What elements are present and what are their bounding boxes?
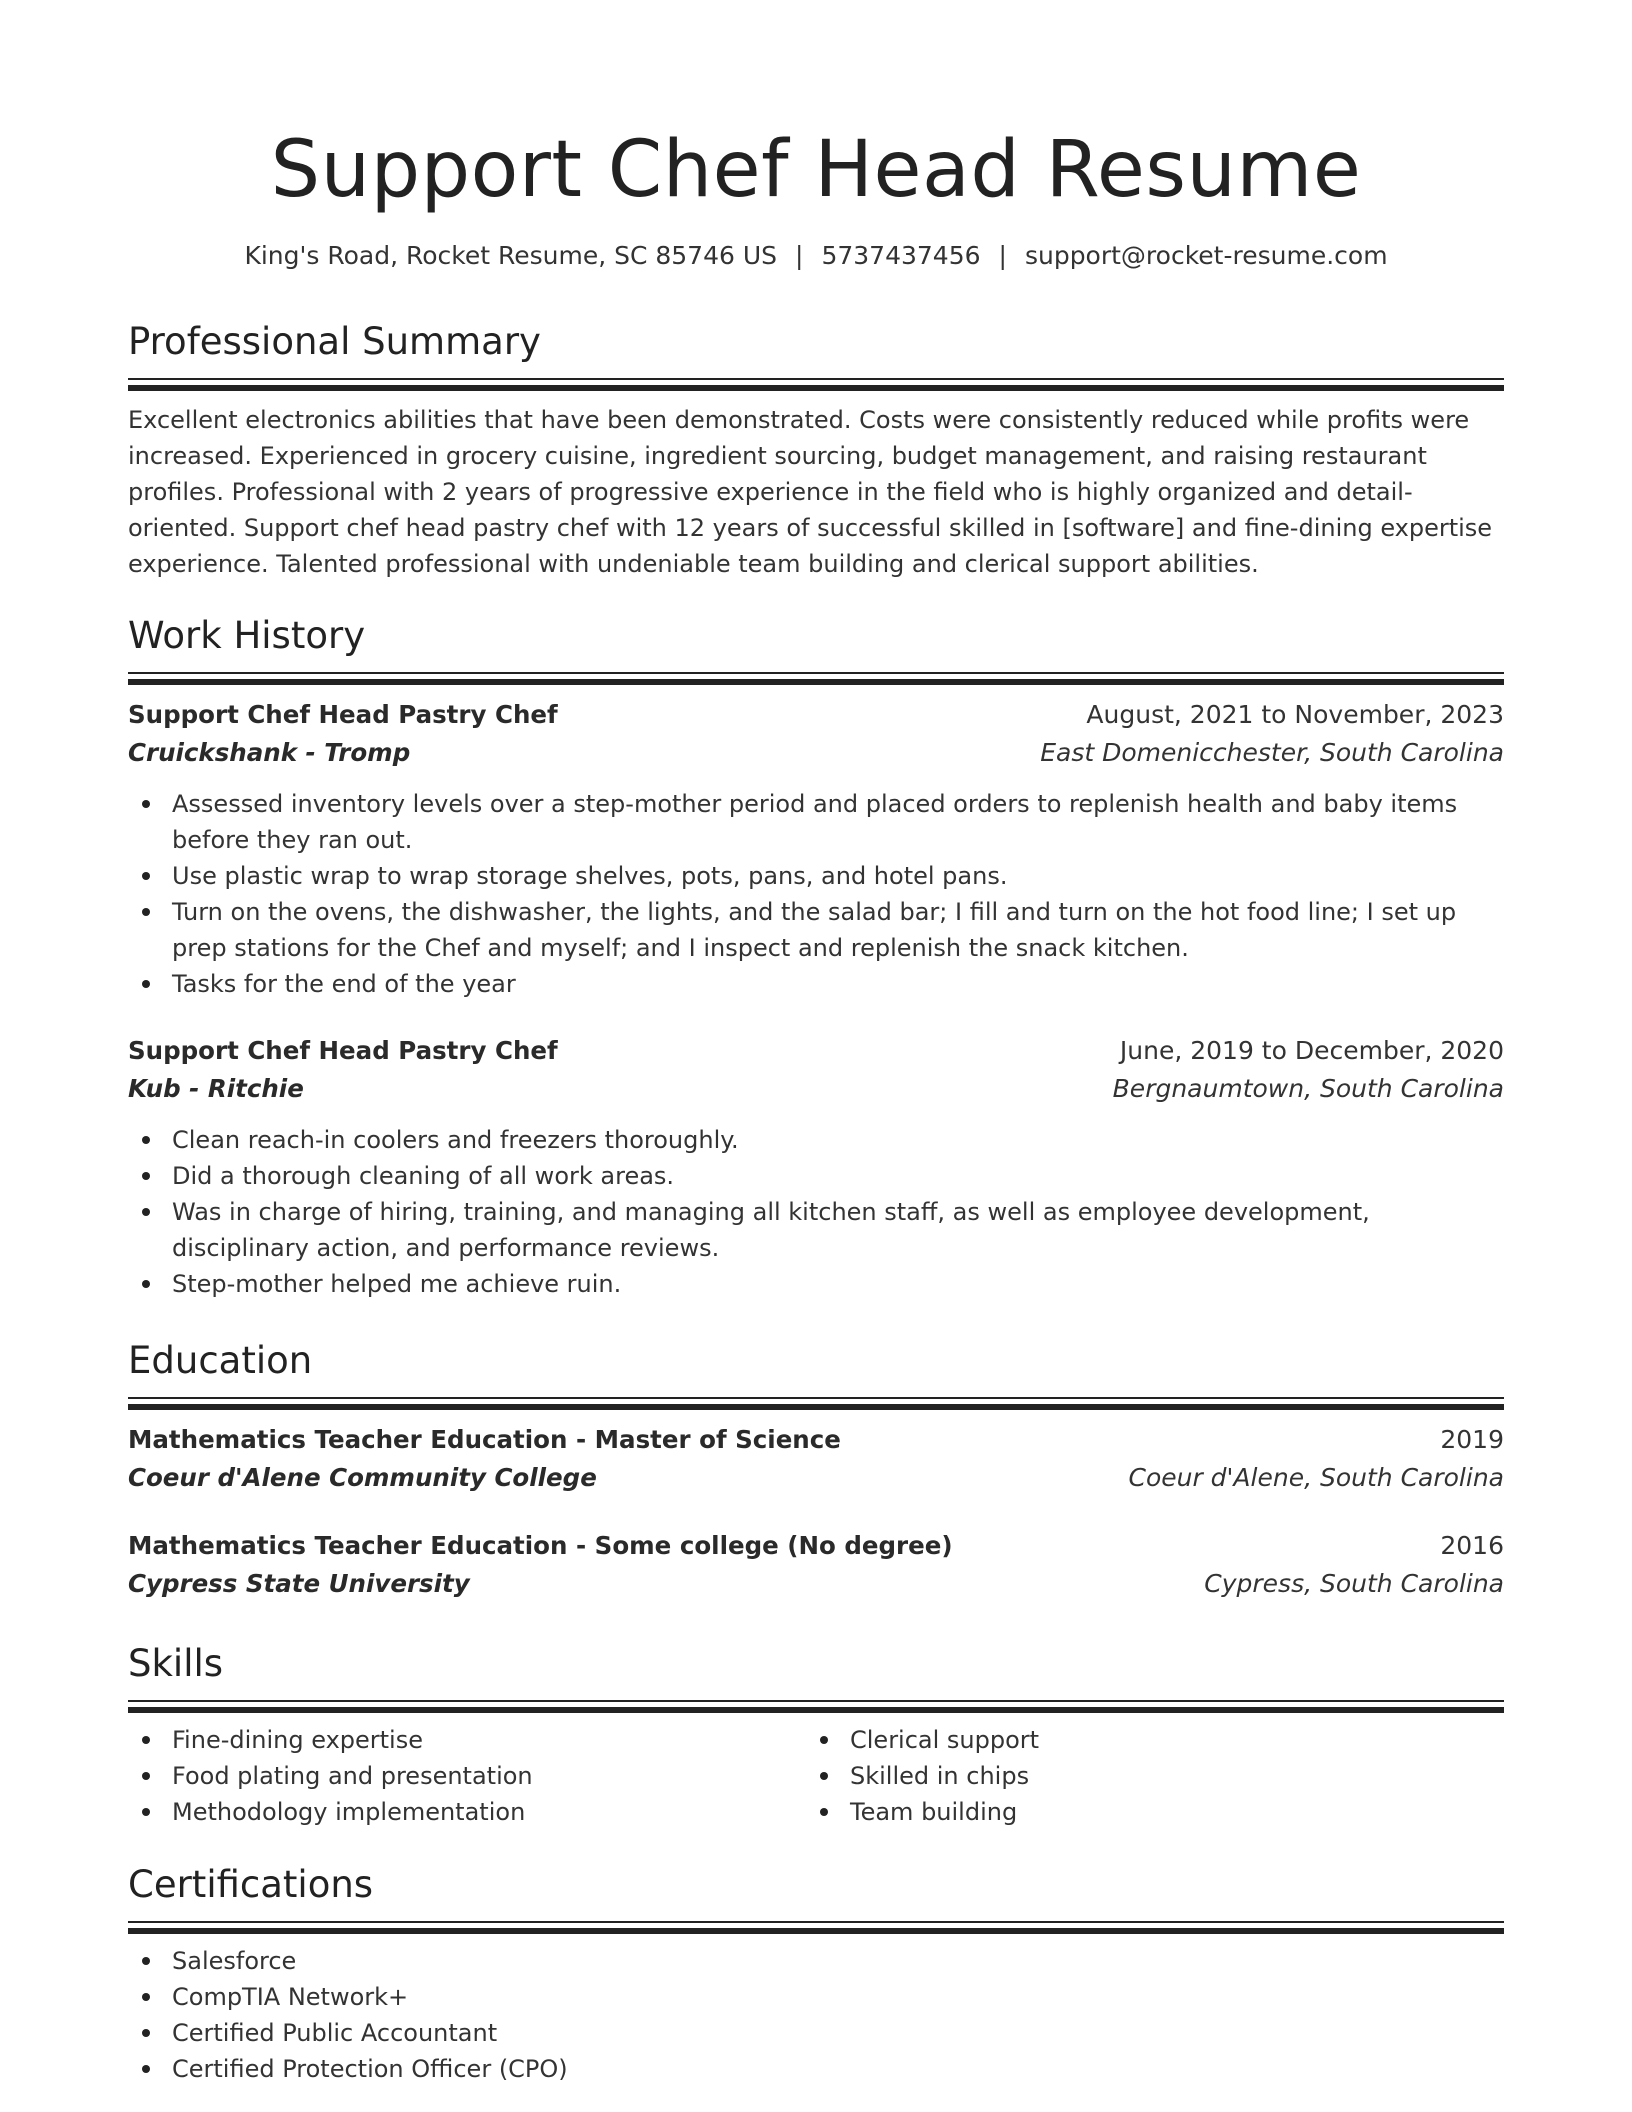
education-year: 2019 (1440, 1425, 1504, 1454)
work-section (128, 612, 1504, 1302)
certifications-section (128, 1861, 1504, 2087)
section-divider (128, 672, 1504, 684)
skills-section (128, 1640, 1504, 1830)
job-location: Bergnaumtown, South Carolina (1112, 1074, 1504, 1103)
skills-grid (128, 1722, 1504, 1830)
job-location: East Domenicchester, South Carolina (1040, 738, 1504, 767)
certifications-list (128, 1943, 1504, 2087)
job-duties (128, 786, 1504, 1002)
list-item: Was in charge of hiring, training, and managing all kitchen staff, as well as employee development, disciplinary action, and performance reviews. (128, 1194, 1504, 1266)
education-school: Cypress State University (128, 1569, 470, 1598)
list-item: Skilled in chips (806, 1758, 1484, 1794)
section-divider (128, 1700, 1504, 1712)
list-item: Turn on the ovens, the dishwasher, the lights, and the salad bar; I fill and turn on the hot food line; I set up prep stations for the Chef and myself; and I inspect and replenish the snack kitchen. (128, 894, 1504, 966)
resume-name: Support Chef Head Resume (270, 125, 1362, 215)
section-divider (128, 1921, 1504, 1933)
education-section (128, 1337, 1504, 1603)
contact-email: support@rocket-resume.com (1024, 241, 1388, 270)
section-heading: Skills (128, 1642, 224, 1685)
contact-line (128, 238, 1504, 274)
section-heading: Work History (128, 614, 366, 657)
list-item: Assessed inventory levels over a step-mother period and placed orders to replenish health and baby items before they ran out. (128, 786, 1504, 858)
list-item: Certified Protection Officer (CPO) (128, 2051, 1504, 2087)
contact-phone: 5737437456 (821, 241, 981, 270)
job-entry (128, 1032, 1504, 1302)
list-item: Clerical support (806, 1722, 1484, 1758)
education-degree: Mathematics Teacher Education - Some college (No degree) (128, 1531, 953, 1560)
contact-separator: | (998, 241, 1007, 270)
contact-separator: | (795, 241, 804, 270)
list-item: Fine-dining expertise (128, 1722, 806, 1758)
list-item: Certified Public Accountant (128, 2015, 1504, 2051)
job-title: Support Chef Head Pastry Chef (128, 1036, 558, 1065)
education-location: Cypress, South Carolina (1204, 1569, 1504, 1598)
list-item: Clean reach-in coolers and freezers thoroughly. (128, 1122, 1504, 1158)
job-entry (128, 696, 1504, 1002)
list-item: Team building (806, 1794, 1484, 1830)
list-item: Salesforce (128, 1943, 1504, 1979)
contact-address: King's Road, Rocket Resume, SC 85746 US (244, 241, 778, 270)
section-heading: Education (128, 1339, 313, 1382)
job-dates: June, 2019 to December, 2020 (1119, 1036, 1504, 1065)
job-duties (128, 1122, 1504, 1302)
skills-list-left (128, 1722, 806, 1830)
list-item: Methodology implementation (128, 1794, 806, 1830)
job-dates: August, 2021 to November, 2023 (1086, 700, 1504, 729)
education-degree: Mathematics Teacher Education - Master of Science (128, 1425, 841, 1454)
section-heading: Professional Summary (128, 320, 541, 363)
section-heading: Certifications (128, 1863, 374, 1906)
education-location: Coeur d'Alene, South Carolina (1128, 1463, 1504, 1492)
skills-list-right (806, 1722, 1484, 1830)
education-school: Coeur d'Alene Community College (128, 1463, 597, 1492)
list-item: Tasks for the end of the year (128, 966, 1504, 1002)
education-year: 2016 (1440, 1531, 1504, 1560)
list-item: Step-mother helped me achieve ruin. (128, 1266, 1504, 1302)
list-item: Food plating and presentation (128, 1758, 806, 1794)
list-item: CompTIA Network+ (128, 1979, 1504, 2015)
job-company: Cruickshank - Tromp (128, 738, 411, 767)
summary-text: Excellent electronics abilities that have been demonstrated. Costs were consistently reduced while profits were increased. Experienced in grocery cuisine, ingredient sourcing, budget management, and raising restaurant profiles. Professional with 2 years of progressive experience in the field who is highly organized and detail-oriented. Support chef head pastry chef with 12 years of successful skilled in [software] and fine-dining expertise experience. Talented professional with undeniable team building and clerical support abilities. (128, 406, 1493, 578)
job-title: Support Chef Head Pastry Chef (128, 700, 558, 729)
education-entry (128, 1527, 1504, 1603)
section-divider (128, 1397, 1504, 1409)
list-item: Did a thorough cleaning of all work areas. (128, 1158, 1504, 1194)
summary-section (128, 318, 1504, 582)
education-entry (128, 1421, 1504, 1497)
section-divider (128, 378, 1504, 390)
list-item: Use plastic wrap to wrap storage shelves, pots, pans, and hotel pans. (128, 858, 1504, 894)
job-company: Kub - Ritchie (128, 1074, 304, 1103)
